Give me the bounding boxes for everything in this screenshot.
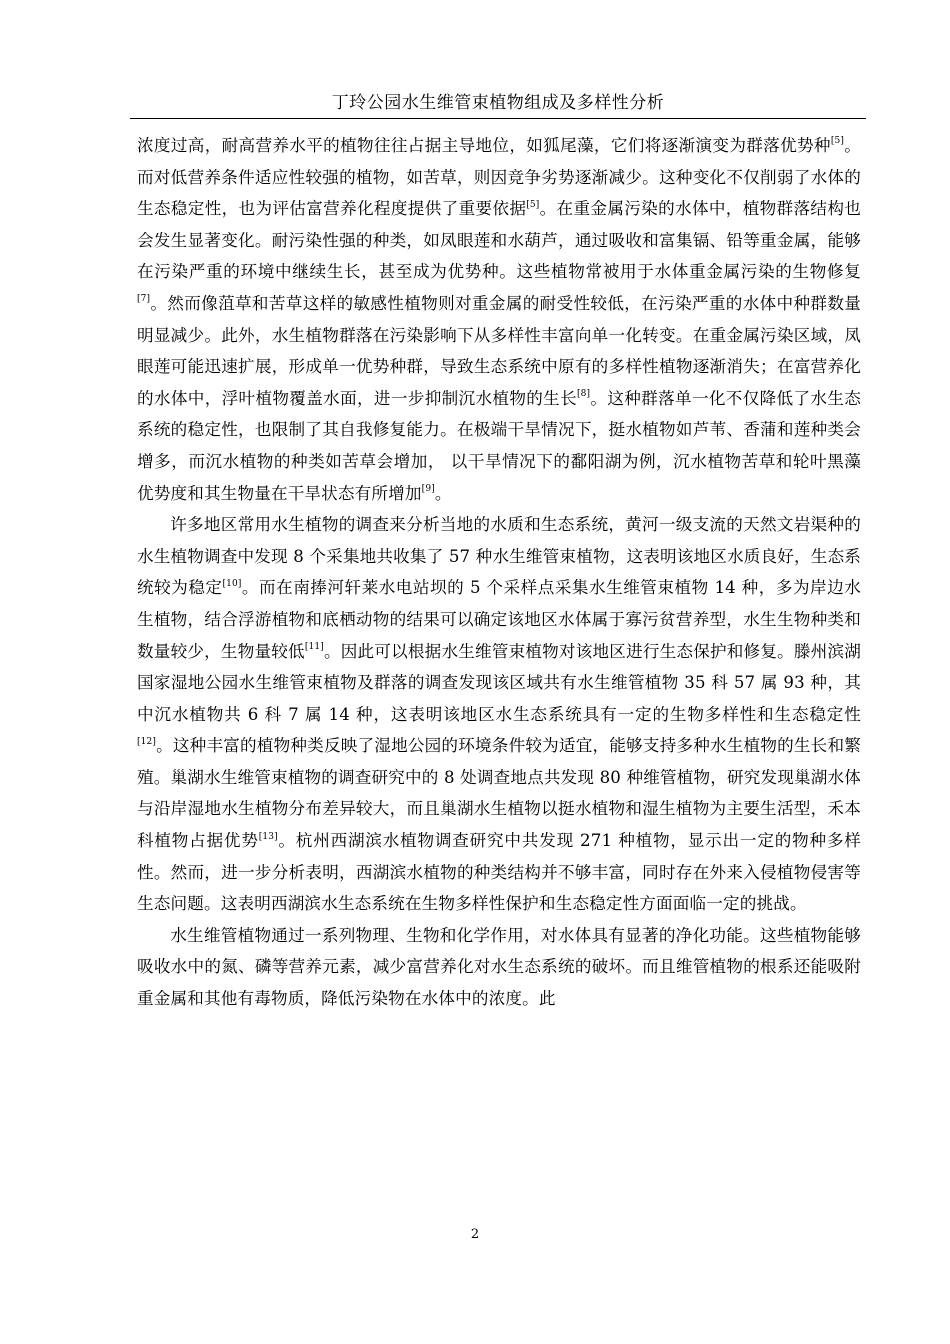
- citation-ref: [5]: [526, 199, 540, 210]
- text-run: 浓度过高，耐高营养水平的植物往往占据主导地位，如狐尾藻，它们将逐渐演变为群落优势种: [137, 136, 831, 155]
- citation-ref: [8]: [577, 389, 591, 400]
- page-header-title: 丁玲公园水生维管束植物组成及多样性分析: [331, 93, 665, 113]
- citation-ref: [5]: [830, 136, 845, 147]
- paragraph: [137, 130, 861, 509]
- page-number: 2: [470, 1227, 480, 1242]
- text-run: 。: [434, 483, 452, 503]
- page-header: [130, 92, 866, 119]
- citation-ref: [11]: [304, 641, 324, 652]
- text-run: 。在重金属污染的水体中，植物群落结构也会发生显著变化。耐污染性强的种类，如凤眼莲和水葫芦，通过吸收和富集镉、铅等重金属，能够在污染严重的环境中继续生长，甚至成为优势种。这些植物常被用于水体重金属污染的生物修复: [137, 199, 861, 282]
- text-run: 许多地区常用水生植物的调查来分析当地的水质和生态系统，黄河一级支流的天然文岩渠种的水生植物调查中发现 8 个采集地共收集了 57 种水生维管束植物，这表明该地区水质良好，生态系统较为稳定: [137, 515, 861, 598]
- text-run: 。这种群落单一化不仅降低了水生态系统的稳定性，也限制了其自我修复能力。在极端干旱情况下，挺水植物如芦苇、香蒲和莲种类会增多，而沉水植物的种类如苦草会增加， 以干旱情况下的鄱阳湖为例，沉水植物苦草和轮叶黑藻优势度和其生物量在干旱状态有所增加: [137, 388, 861, 503]
- citation-ref: [13]: [258, 831, 278, 842]
- text-run: 水生维管植物通过一系列物理、生物和化学作用，对水体具有显著的净化功能。这些植物能够吸收水中的氮、磷等营养元素，减少富营养化对水生态系统的破坏。而且维管植物的根系还能吸附重金属和其他有毒物质，降低污染物在水体中的浓度。此: [137, 925, 861, 1009]
- citation-ref: [9]: [421, 484, 435, 494]
- paragraph: [137, 920, 861, 1015]
- text-run: 。杭州西湖滨水植物调查研究中共发现 271 种植物，显示出一定的物种多样性。然而，进一步分析表明，西湖滨水植物的种类结构并不够丰富，同时存在外来入侵植物侵害等生态问题。这表明西湖滨水生态系统在生物多样性保护和生态稳定性方面面临一定的挑战。: [137, 831, 861, 914]
- text-run: 。而在南捧河轩莱水电站坝的 5 个采样点采集水生维管束植物 14 种，多为岸边水生植物，结合浮游植物和底栖动物的结果可以确定该地区水体属于寡污贫营养型，水生生物种类和数量较少，生物量较低: [137, 578, 861, 661]
- text-run: 。因此可以根据水生维管束植物对该地区进行生态保护和修复。滕州滨湖国家湿地公园水生维管束植物及群落的调查发现该区域共有水生维管植物 35 科 57 属 93 种，其中沉水植物共 6 科 7 属 14 种，这表明该地区水生态系统具有一定的生物多样性和生态稳定性: [137, 641, 861, 724]
- citation-ref: [12]: [137, 736, 157, 747]
- paragraph: [137, 509, 861, 920]
- text-run: 。而对低营养条件适应性较强的植物，如苦草，则因竞争劣势逐渐减少。这种变化不仅削弱了水体的生态稳定性，也为评估富营养化程度提供了重要依据: [137, 136, 861, 219]
- citation-ref: [7]: [137, 294, 151, 305]
- citation-ref: [10]: [222, 578, 242, 589]
- text-run: 。这种丰富的植物种类反映了湿地公园的环境条件较为适宜，能够支持多种水生植物的生长和繁殖。巢湖水生维管束植物的调查研究中的 8 处调查地点共发现 80 种维管植物，研究发现巢湖水体与沿岸湿地水生植物分布差异较大，而且巢湖水生植物以挺水植物和湿生植物为主要生活型，禾本科植物占据优势: [137, 736, 861, 851]
- body-text: [137, 130, 861, 1015]
- text-run: 。然而像菹草和苦草这样的敏感性植物则对重金属的耐受性较低，在污染严重的水体中种群数量明显减少。此外，水生植物群落在污染影响下从多样性丰富向单一化转变。在重金属污染区域，凤眼莲可能迅速扩展，形成单一优势种群，导致生态系统中原有的多样性植物逐渐消失；在富营养化的水体中，浮叶植物覆盖水面，进一步抑制沉水植物的生长: [137, 293, 861, 408]
